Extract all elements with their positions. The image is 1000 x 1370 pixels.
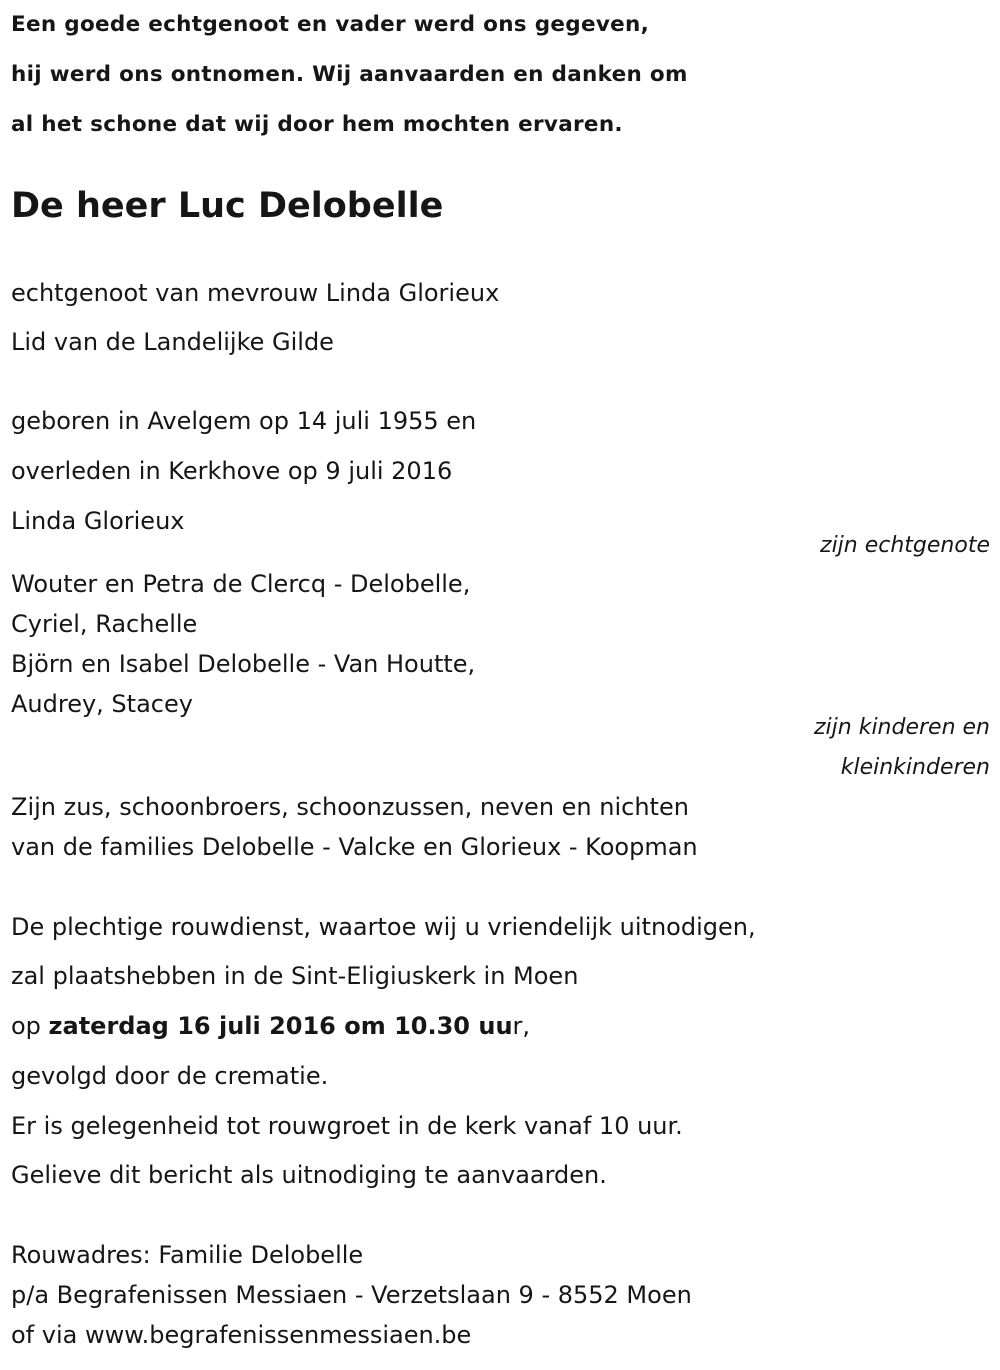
deceased-name: De heer Luc Delobelle xyxy=(11,186,444,226)
family-line-1: Zijn zus, schoonbroers, schoonzussen, neven en nichten xyxy=(11,793,689,821)
relation-line-1: echtgenoot van mevrouw Linda Glorieux xyxy=(11,279,500,307)
relation-line-2: Lid van de Landelijke Gilde xyxy=(11,328,334,356)
address-line-2: p/a Begrafenissen Messiaen - Verzetslaan 9 - 8552 Moen xyxy=(11,1281,692,1309)
children-label-line-2: kleinkinderen xyxy=(840,755,990,780)
children-label-line-1: zijn kinderen en xyxy=(814,715,990,740)
service-date: zaterdag 16 juli 2016 om 10.30 uu xyxy=(48,1012,513,1040)
children-line-3: Björn en Isabel Delobelle - Van Houtte, xyxy=(11,650,476,678)
intro-line-1: Een goede echtgenoot en vader werd ons gegeven, xyxy=(11,12,650,37)
address-line-3: of via www.begrafenissenmessiaen.be xyxy=(11,1321,472,1349)
children-line-1: Wouter en Petra de Clercq - Delobelle, xyxy=(11,570,471,598)
children-line-4: Audrey, Stacey xyxy=(11,690,193,718)
service-date-line xyxy=(11,1011,530,1041)
service-line-1: De plechtige rouwdienst, waartoe wij u vriendelijk uitnodigen, xyxy=(11,913,756,941)
service-date-prefix: op xyxy=(11,1012,49,1040)
service-line-4: gevolgd door de crematie. xyxy=(11,1062,329,1090)
service-line-5: Er is gelegenheid tot rouwgroet in de kerk vanaf 10 uur. xyxy=(11,1112,683,1140)
death-line: overleden in Kerkhove op 9 juli 2016 xyxy=(11,457,453,485)
birth-line: geboren in Avelgem op 14 juli 1955 en xyxy=(11,407,477,435)
intro-line-3: al het schone dat wij door hem mochten ervaren. xyxy=(11,112,623,137)
spouse-label: zijn echtgenote xyxy=(820,533,990,558)
spouse-name: Linda Glorieux xyxy=(11,507,185,535)
service-line-6: Gelieve dit bericht als uitnodiging te aanvaarden. xyxy=(11,1161,607,1189)
intro-line-2: hij werd ons ontnomen. Wij aanvaarden en danken om xyxy=(11,62,688,87)
children-line-2: Cyriel, Rachelle xyxy=(11,610,198,638)
address-line-1: Rouwadres: Familie Delobelle xyxy=(11,1241,364,1269)
family-line-2: van de families Delobelle - Valcke en Glorieux - Koopman xyxy=(11,833,698,861)
service-date-suffix: r, xyxy=(512,1012,531,1040)
service-line-2: zal plaatshebben in de Sint-Eligiuskerk in Moen xyxy=(11,962,579,990)
